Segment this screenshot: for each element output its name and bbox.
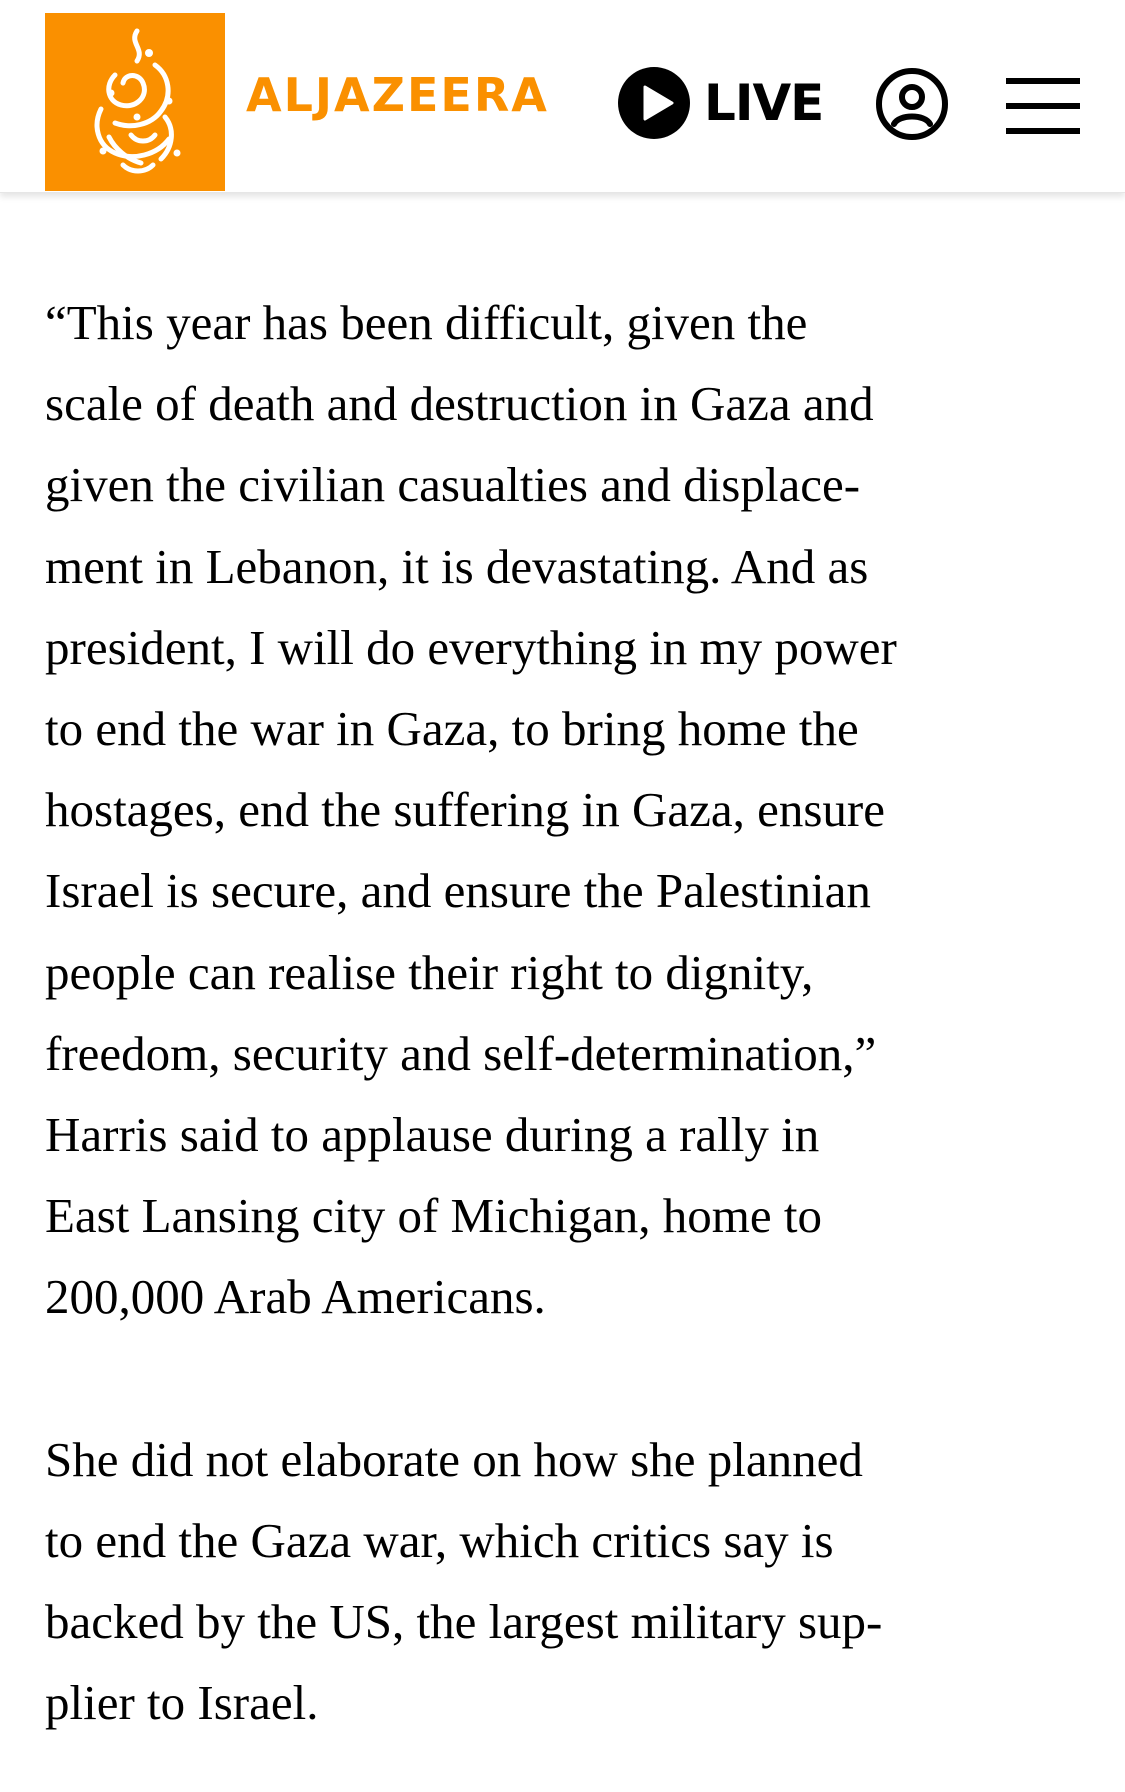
article-paragraph-quote: “This year has been difficult, given the scale of death and destruction in Gaza and given the civilian casualties and displace- ment in Lebanon, it is devastating. And as president, I will do everything in my power to end the war in Gaza, to bring home the hostages, end the suffering in Gaza, ensure Israel is secure, and ensure the Palestinian people can realise their right to dignity, freedom, security and self-determination,” Harris said to applause during a rally in East Lansing city of Michigan, home to 200,000 Arab Americans. — [45, 295, 897, 1325]
live-label: LIVE — [704, 74, 824, 132]
menu-button[interactable] — [1006, 78, 1080, 134]
site-header — [0, 0, 1125, 193]
hamburger-menu-icon — [1006, 78, 1080, 134]
article-body — [45, 282, 1095, 1743]
article-paragraph: She did not elaborate on how she planned to end the Gaza war, which critics say is backed by the US, the largest military sup- plier to Israel. — [45, 1431, 883, 1731]
brand-wordmark: ALJAZEERA — [246, 68, 549, 122]
logo-link[interactable] — [45, 13, 225, 191]
user-account-icon — [875, 67, 949, 141]
aljazeera-logo-icon — [45, 13, 225, 191]
live-button[interactable] — [617, 66, 823, 140]
play-icon — [617, 66, 691, 140]
account-button[interactable] — [875, 67, 949, 141]
